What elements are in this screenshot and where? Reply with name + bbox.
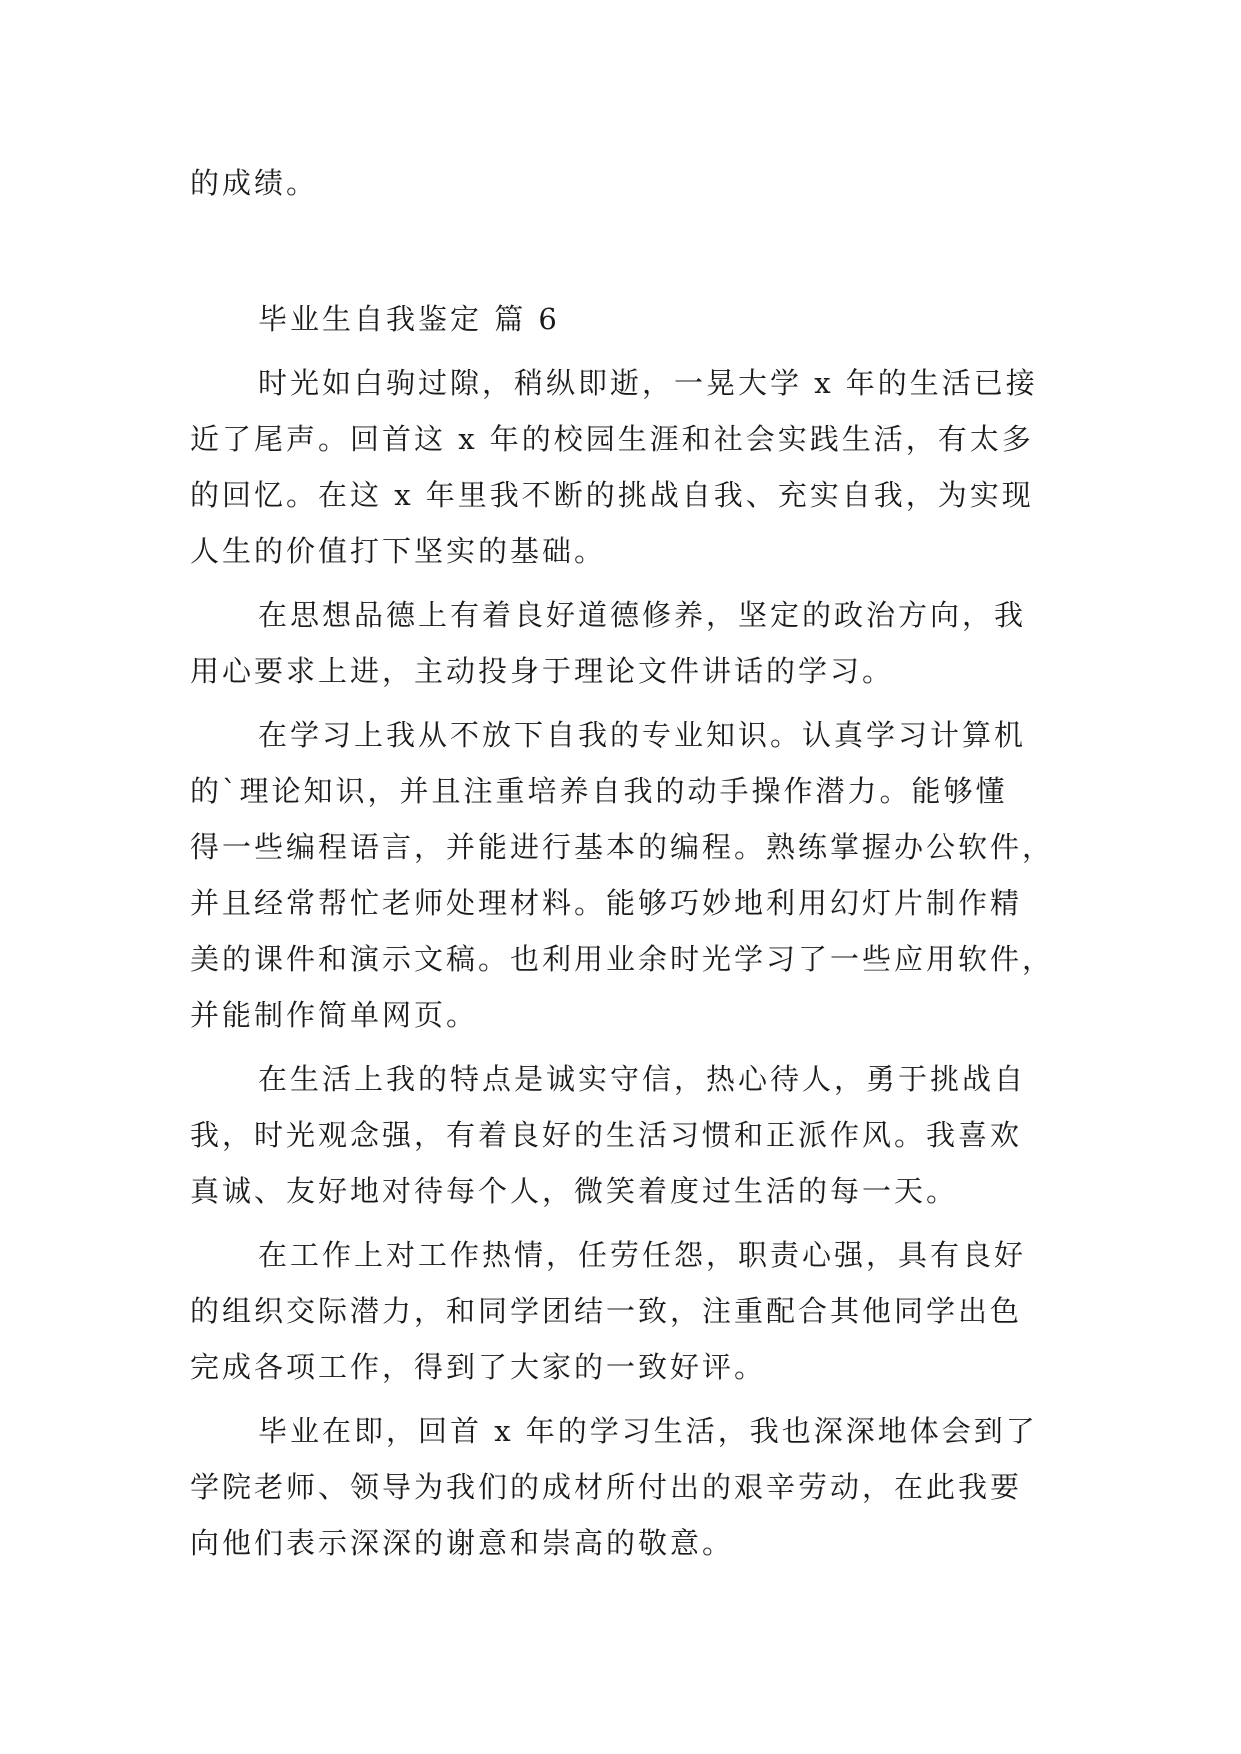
text-line: 的回忆。在这 x 年里我不断的挑战自我、充实自我，为实现: [190, 478, 1034, 512]
text-line: 我，时光观念强，有着良好的生活习惯和正派作风。我喜欢: [190, 1118, 1023, 1152]
text-line: 学院老师、领导为我们的成材所付出的艰辛劳动，在此我要: [190, 1470, 1023, 1504]
section-gap: [190, 219, 1052, 291]
text-line: 的成绩。: [190, 166, 319, 200]
paragraph-ideology: [190, 587, 1052, 699]
paragraph-work: [190, 1227, 1052, 1395]
text-line: 用心要求上进，主动投身于理论文件讲话的学习。: [190, 654, 895, 688]
text-line: 近了尾声。回首这 x 年的校园生涯和社会实践生活，有太多: [190, 422, 1034, 456]
document-body: [190, 155, 1055, 1579]
text-line: 的`理论知识，并且注重培养自我的动手操作潜力。能够懂: [190, 774, 1008, 808]
text-line: 完成各项工作，得到了大家的一致好评。: [190, 1350, 767, 1384]
text-line: 人生的价值打下坚实的基础。: [190, 534, 607, 568]
text-line: 在思想品德上有着良好道德修养，坚定的政治方向，我: [258, 598, 1027, 632]
text-line: 的组织交际潜力，和同学团结一致，注重配合其他同学出色: [190, 1294, 1023, 1328]
text-line: 并且经常帮忙老师处理材料。能够巧妙地利用幻灯片制作精: [190, 886, 1023, 920]
text-line: 得一些编程语言，并能进行基本的编程。熟练掌握办公软件，: [190, 830, 1055, 864]
paragraph-intro: [190, 355, 1052, 579]
carryover-paragraph: [190, 155, 1052, 211]
paragraph-study: [190, 707, 1055, 1043]
text-line: 并能制作简单网页。: [190, 998, 479, 1032]
section-heading: 毕业生自我鉴定 篇 6: [258, 302, 560, 336]
text-line: 时光如白驹过隙，稍纵即逝，一晃大学 x 年的生活已接: [258, 366, 1038, 400]
text-line: 美的课件和演示文稿。也利用业余时光学习了一些应用软件，: [190, 942, 1055, 976]
text-line: 在学习上我从不放下自我的专业知识。认真学习计算机: [258, 718, 1027, 752]
text-line: 毕业在即，回首 x 年的学习生活，我也深深地体会到了: [258, 1414, 1038, 1448]
text-line: 真诚、友好地对待每个人，微笑着度过生活的每一天。: [190, 1174, 959, 1208]
paragraph-gratitude: [190, 1403, 1052, 1571]
paragraph-life: [190, 1051, 1052, 1219]
text-line: 在工作上对工作热情，任劳任怨，职责心强，具有良好: [258, 1238, 1027, 1272]
text-line: 在生活上我的特点是诚实守信，热心待人，勇于挑战自: [258, 1062, 1027, 1096]
text-line: 向他们表示深深的谢意和崇高的敬意。: [190, 1526, 735, 1560]
